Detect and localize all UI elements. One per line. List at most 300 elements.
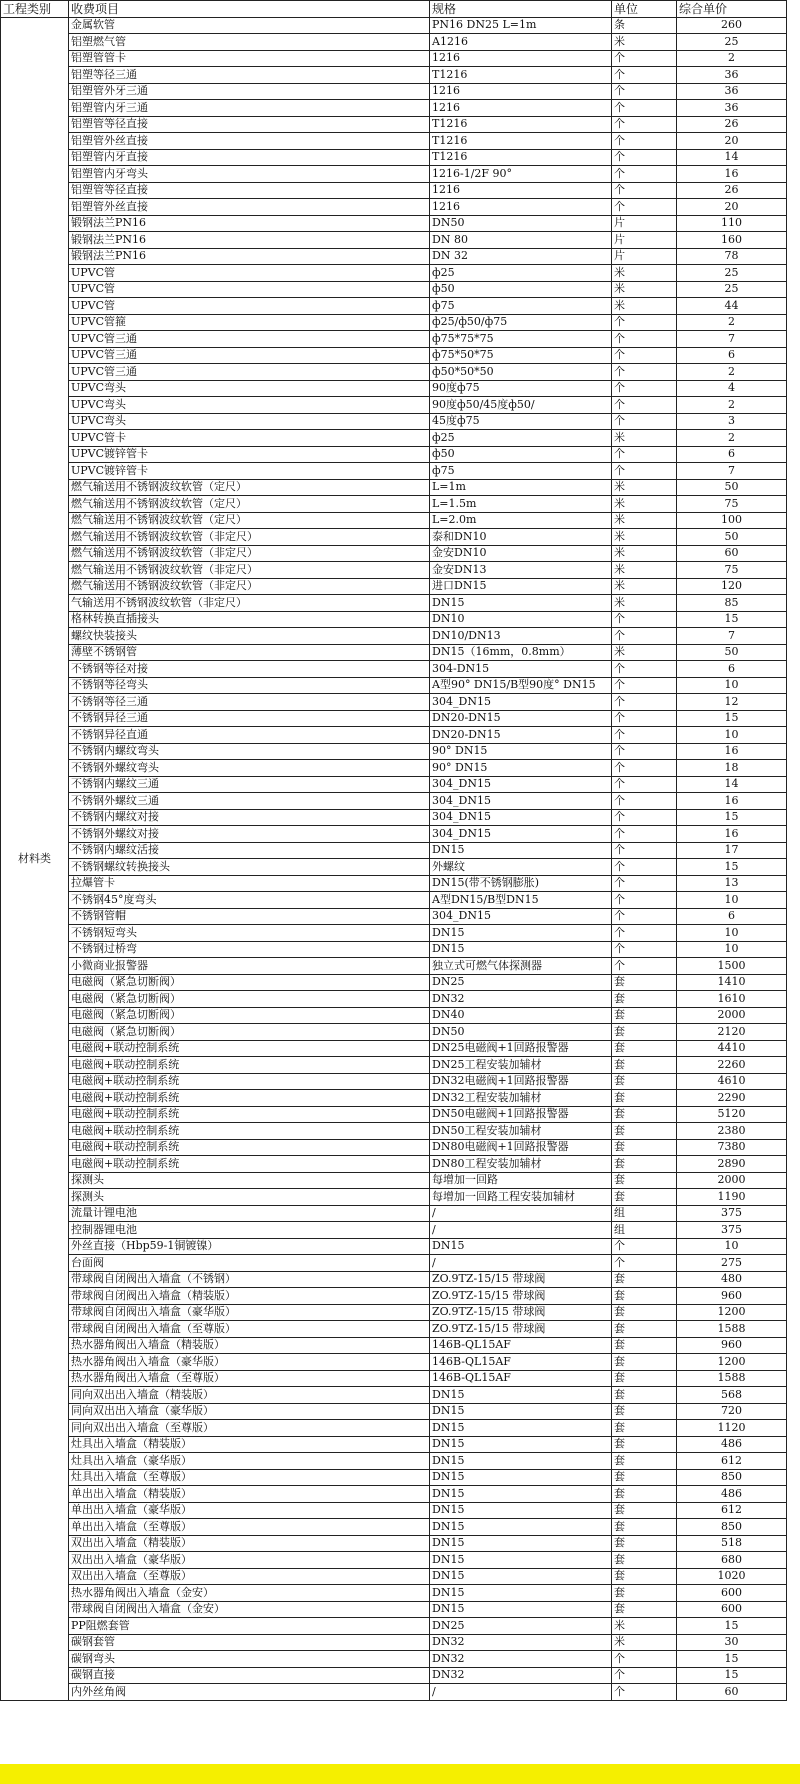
spec-cell: 泰和DN10 <box>430 529 612 546</box>
unit-cell: 米 <box>612 529 677 546</box>
price-cell: 60 <box>677 1684 787 1701</box>
item-cell: 台面阀 <box>69 1255 430 1272</box>
spec-cell: ф25 <box>430 265 612 282</box>
spec-cell: / <box>430 1684 612 1701</box>
unit-cell: 套 <box>612 1568 677 1585</box>
spec-cell: T1216 <box>430 116 612 133</box>
price-cell: 568 <box>677 1387 787 1404</box>
table-row <box>1 842 787 859</box>
item-cell: 碳钢弯头 <box>69 1651 430 1668</box>
item-cell: UPVC弯头 <box>69 413 430 430</box>
item-cell: UPVC镀锌管卡 <box>69 446 430 463</box>
item-cell: UPVC弯头 <box>69 397 430 414</box>
item-cell: 探测头 <box>69 1172 430 1189</box>
unit-cell: 米 <box>612 496 677 513</box>
table-row <box>1 1436 787 1453</box>
item-cell: 电磁阀+联动控制系统 <box>69 1123 430 1140</box>
price-cell: 1588 <box>677 1321 787 1338</box>
table-row <box>1 1469 787 1486</box>
unit-cell: 组 <box>612 1205 677 1222</box>
price-cell: 6 <box>677 908 787 925</box>
spec-cell: DN15 <box>430 1238 612 1255</box>
spec-cell: ф25/ф50/ф75 <box>430 314 612 331</box>
unit-cell: 套 <box>612 1585 677 1602</box>
table-row <box>1 1519 787 1536</box>
item-cell: 铝塑等径三通 <box>69 67 430 84</box>
spec-cell: DN15 <box>430 1601 612 1618</box>
price-cell: 15 <box>677 1651 787 1668</box>
item-cell: 同向双出出入墙盒（精装版） <box>69 1387 430 1404</box>
unit-cell: 个 <box>612 908 677 925</box>
spec-cell: DN15 <box>430 1519 612 1536</box>
unit-cell: 个 <box>612 199 677 216</box>
spec-cell: / <box>430 1205 612 1222</box>
price-cell: 160 <box>677 232 787 249</box>
spec-cell: 146B-QL15AF <box>430 1337 612 1354</box>
item-cell: 不锈钢外螺纹弯头 <box>69 760 430 777</box>
unit-cell: 个 <box>612 710 677 727</box>
item-cell: 燃气输送用不锈钢波纹软管（非定尺） <box>69 578 430 595</box>
price-cell: 960 <box>677 1337 787 1354</box>
unit-cell: 个 <box>612 1651 677 1668</box>
price-cell: 50 <box>677 479 787 496</box>
item-cell: 不锈钢外螺纹三通 <box>69 793 430 810</box>
price-cell: 518 <box>677 1535 787 1552</box>
price-cell: 20 <box>677 199 787 216</box>
table-row <box>1 826 787 843</box>
item-cell: UPVC管三通 <box>69 364 430 381</box>
table-row <box>1 265 787 282</box>
spec-cell: DN15 <box>430 925 612 942</box>
item-cell: 铝塑管管卡 <box>69 50 430 67</box>
unit-cell: 个 <box>612 925 677 942</box>
unit-cell: 个 <box>612 50 677 67</box>
price-cell: 10 <box>677 892 787 909</box>
table-row <box>1 1618 787 1635</box>
price-cell: 720 <box>677 1403 787 1420</box>
spec-cell: DN50工程安装加辅材 <box>430 1123 612 1140</box>
price-cell: 1588 <box>677 1370 787 1387</box>
unit-cell: 米 <box>612 595 677 612</box>
table-row <box>1 1634 787 1651</box>
table-row <box>1 1403 787 1420</box>
table-row <box>1 578 787 595</box>
item-cell: 铝塑管内牙直接 <box>69 149 430 166</box>
table-row <box>1 331 787 348</box>
item-cell: 不锈钢内螺纹对接 <box>69 809 430 826</box>
unit-cell: 个 <box>612 875 677 892</box>
table-row <box>1 1502 787 1519</box>
unit-cell: 个 <box>612 1255 677 1272</box>
unit-cell: 个 <box>612 67 677 84</box>
price-cell: 100 <box>677 512 787 529</box>
spec-cell: 90度ф75 <box>430 380 612 397</box>
item-cell: 同向双出出入墙盒（至尊版） <box>69 1420 430 1437</box>
table-row <box>1 958 787 975</box>
unit-cell: 套 <box>612 1453 677 1470</box>
unit-cell: 个 <box>612 83 677 100</box>
unit-cell: 米 <box>612 265 677 282</box>
table-row <box>1 1354 787 1371</box>
table-row <box>1 1040 787 1057</box>
unit-cell: 套 <box>612 1156 677 1173</box>
item-cell: 电磁阀+联动控制系统 <box>69 1040 430 1057</box>
unit-cell: 套 <box>612 1024 677 1041</box>
item-cell: PP阻燃套管 <box>69 1618 430 1635</box>
item-cell: 带球阀自闭阀出入墙盒（不锈钢） <box>69 1271 430 1288</box>
item-cell: 锻钢法兰PN16 <box>69 215 430 232</box>
item-cell: 灶具出入墙盒（精装版） <box>69 1436 430 1453</box>
unit-cell: 片 <box>612 215 677 232</box>
price-cell: 25 <box>677 281 787 298</box>
unit-cell: 个 <box>612 743 677 760</box>
price-cell: 1500 <box>677 958 787 975</box>
price-cell: 1610 <box>677 991 787 1008</box>
item-cell: 燃气输送用不锈钢波纹软管（非定尺） <box>69 562 430 579</box>
table-row <box>1 809 787 826</box>
price-cell: 1020 <box>677 1568 787 1585</box>
table-row <box>1 1304 787 1321</box>
spec-cell: ф75 <box>430 463 612 480</box>
price-cell: 7 <box>677 628 787 645</box>
table-row <box>1 1651 787 1668</box>
table-row <box>1 1552 787 1569</box>
unit-cell: 套 <box>612 1370 677 1387</box>
table-row <box>1 1238 787 1255</box>
unit-cell: 个 <box>612 727 677 744</box>
spec-cell: DN32工程安装加辅材 <box>430 1090 612 1107</box>
unit-cell: 套 <box>612 1469 677 1486</box>
unit-cell: 套 <box>612 1090 677 1107</box>
item-cell: 电磁阀（紧急切断阀） <box>69 991 430 1008</box>
table-row <box>1 628 787 645</box>
table-row <box>1 1139 787 1156</box>
table-row <box>1 248 787 265</box>
spec-cell: DN15 <box>430 1552 612 1569</box>
spec-cell: 1216 <box>430 83 612 100</box>
table-row <box>1 347 787 364</box>
unit-cell: 套 <box>612 1123 677 1140</box>
table-row <box>1 397 787 414</box>
spec-cell: PN16 DN25 L=1m <box>430 17 612 34</box>
unit-cell: 个 <box>612 958 677 975</box>
spec-cell: DN80工程安装加辅材 <box>430 1156 612 1173</box>
unit-cell: 个 <box>612 133 677 150</box>
item-cell: 电磁阀（紧急切断阀） <box>69 1024 430 1041</box>
unit-cell: 套 <box>612 1172 677 1189</box>
price-cell: 3 <box>677 413 787 430</box>
spec-cell: L=1m <box>430 479 612 496</box>
spec-cell: DN32 <box>430 1634 612 1651</box>
unit-cell: 个 <box>612 809 677 826</box>
item-cell: 电磁阀+联动控制系统 <box>69 1057 430 1074</box>
table-row <box>1 67 787 84</box>
spec-cell: 1216 <box>430 50 612 67</box>
table-row <box>1 1172 787 1189</box>
header-price: 综合单价 <box>677 1 787 18</box>
table-row <box>1 1106 787 1123</box>
spec-cell: ф75 <box>430 298 612 315</box>
unit-cell: 个 <box>612 760 677 777</box>
item-cell: 热水器角阀出入墙盒（豪华版） <box>69 1354 430 1371</box>
item-cell: 金属软管 <box>69 17 430 34</box>
unit-cell: 套 <box>612 1106 677 1123</box>
table-row <box>1 1222 787 1239</box>
table-row <box>1 232 787 249</box>
item-cell: 热水器角阀出入墙盒（金安） <box>69 1585 430 1602</box>
table-row <box>1 710 787 727</box>
item-cell: UPVC镀锌管卡 <box>69 463 430 480</box>
unit-cell: 套 <box>612 1040 677 1057</box>
price-cell: 600 <box>677 1585 787 1602</box>
price-cell: 36 <box>677 83 787 100</box>
spec-cell: DN15 <box>430 1387 612 1404</box>
item-cell: 不锈钢过桥弯 <box>69 941 430 958</box>
table-row <box>1 1156 787 1173</box>
unit-cell: 米 <box>612 1634 677 1651</box>
item-cell: 铝塑管内牙三通 <box>69 100 430 117</box>
unit-cell: 套 <box>612 1519 677 1536</box>
price-cell: 486 <box>677 1486 787 1503</box>
price-cell: 2260 <box>677 1057 787 1074</box>
table-row <box>1 1288 787 1305</box>
spec-cell: T1216 <box>430 149 612 166</box>
item-cell: 螺纹快装接头 <box>69 628 430 645</box>
spec-cell: DN15 <box>430 842 612 859</box>
item-cell: 单出出入墙盒（精装版） <box>69 1486 430 1503</box>
unit-cell: 米 <box>612 644 677 661</box>
table-row <box>1 661 787 678</box>
price-cell: 75 <box>677 562 787 579</box>
price-cell: 16 <box>677 793 787 810</box>
unit-cell: 套 <box>612 1436 677 1453</box>
table-row <box>1 1585 787 1602</box>
table-row <box>1 116 787 133</box>
unit-cell: 米 <box>612 34 677 51</box>
table-row <box>1 1007 787 1024</box>
table-row <box>1 908 787 925</box>
table-row <box>1 1420 787 1437</box>
price-cell: 6 <box>677 347 787 364</box>
item-cell: 小微商业报警器 <box>69 958 430 975</box>
table-row <box>1 1123 787 1140</box>
price-cell: 4410 <box>677 1040 787 1057</box>
price-cell: 26 <box>677 182 787 199</box>
table-row <box>1 50 787 67</box>
table-row <box>1 529 787 546</box>
price-cell: 2 <box>677 364 787 381</box>
unit-cell: 个 <box>612 100 677 117</box>
unit-cell: 套 <box>612 1486 677 1503</box>
spec-cell: T1216 <box>430 67 612 84</box>
price-cell: 17 <box>677 842 787 859</box>
price-cell: 25 <box>677 34 787 51</box>
spec-cell: DN50 <box>430 1024 612 1041</box>
price-cell: 6 <box>677 446 787 463</box>
item-cell: 锻钢法兰PN16 <box>69 248 430 265</box>
header-spec: 规格 <box>430 1 612 18</box>
spec-cell: 45度ф75 <box>430 413 612 430</box>
price-cell: 2 <box>677 430 787 447</box>
spec-cell: / <box>430 1255 612 1272</box>
item-cell: 铝塑管等径直接 <box>69 182 430 199</box>
price-cell: 36 <box>677 100 787 117</box>
item-cell: UPVC管三通 <box>69 347 430 364</box>
spec-cell: DN15 <box>430 595 612 612</box>
unit-cell: 套 <box>612 1535 677 1552</box>
price-cell: 6 <box>677 661 787 678</box>
item-cell: 锻钢法兰PN16 <box>69 232 430 249</box>
table-row <box>1 149 787 166</box>
item-cell: 带球阀自闭阀出入墙盒（豪华版） <box>69 1304 430 1321</box>
spec-cell: DN32 <box>430 991 612 1008</box>
price-cell: 50 <box>677 644 787 661</box>
item-cell: 不锈钢等径三通 <box>69 694 430 711</box>
price-cell: 16 <box>677 826 787 843</box>
item-cell: 热水器角阀出入墙盒（精装版） <box>69 1337 430 1354</box>
table-row <box>1 314 787 331</box>
unit-cell: 套 <box>612 1073 677 1090</box>
item-cell: 不锈钢异径直通 <box>69 727 430 744</box>
price-cell: 1200 <box>677 1304 787 1321</box>
spec-cell: 金安DN10 <box>430 545 612 562</box>
item-cell: 不锈钢内螺纹三通 <box>69 776 430 793</box>
price-cell: 60 <box>677 545 787 562</box>
spec-cell: 每增加一回路工程安装加辅材 <box>430 1189 612 1206</box>
item-cell: 拉爆管卡 <box>69 875 430 892</box>
spec-cell: DN15 <box>430 1585 612 1602</box>
spec-cell: DN15（16mm，0.8mm） <box>430 644 612 661</box>
spec-cell: DN 80 <box>430 232 612 249</box>
price-cell: 10 <box>677 677 787 694</box>
unit-cell: 套 <box>612 1552 677 1569</box>
table-row <box>1 677 787 694</box>
table-row <box>1 199 787 216</box>
table-row <box>1 430 787 447</box>
unit-cell: 套 <box>612 1007 677 1024</box>
spec-cell: A1216 <box>430 34 612 51</box>
spec-cell: DN15 <box>430 1568 612 1585</box>
unit-cell: 套 <box>612 1057 677 1074</box>
price-cell: 375 <box>677 1222 787 1239</box>
header-unit: 单位 <box>612 1 677 18</box>
unit-cell: 个 <box>612 793 677 810</box>
price-cell: 10 <box>677 727 787 744</box>
item-cell: 双出出入墙盒（至尊版） <box>69 1568 430 1585</box>
spec-cell: 304_DN15 <box>430 776 612 793</box>
item-cell: 格林转换直插接头 <box>69 611 430 628</box>
spec-cell: DN25电磁阀+1回路报警器 <box>430 1040 612 1057</box>
table-row <box>1 1255 787 1272</box>
item-cell: 灶具出入墙盒（豪华版） <box>69 1453 430 1470</box>
spec-cell: A型90° DN15/B型90度° DN15 <box>430 677 612 694</box>
unit-cell: 个 <box>612 892 677 909</box>
header-item: 收费项目 <box>69 1 430 18</box>
price-cell: 16 <box>677 743 787 760</box>
unit-cell: 个 <box>612 463 677 480</box>
spec-cell: ZO.9TZ-15/15 带球阀 <box>430 1304 612 1321</box>
price-cell: 1120 <box>677 1420 787 1437</box>
unit-cell: 米 <box>612 281 677 298</box>
item-cell: 同向双出出入墙盒（豪华版） <box>69 1403 430 1420</box>
item-cell: UPVC管箍 <box>69 314 430 331</box>
spec-cell: ZO.9TZ-15/15 带球阀 <box>430 1288 612 1305</box>
unit-cell: 个 <box>612 1238 677 1255</box>
price-cell: 13 <box>677 875 787 892</box>
price-cell: 4610 <box>677 1073 787 1090</box>
table-row <box>1 1453 787 1470</box>
spec-cell: 1216-1/2F 90° <box>430 166 612 183</box>
table-row <box>1 1057 787 1074</box>
item-cell: 燃气输送用不锈钢波纹软管（非定尺） <box>69 529 430 546</box>
table-row <box>1 562 787 579</box>
spec-cell: DN10 <box>430 611 612 628</box>
price-cell: 120 <box>677 578 787 595</box>
unit-cell: 个 <box>612 677 677 694</box>
price-cell: 2120 <box>677 1024 787 1041</box>
spec-cell: DN80电磁阀+1回路报警器 <box>430 1139 612 1156</box>
table-row <box>1 941 787 958</box>
spec-cell: DN20-DN15 <box>430 727 612 744</box>
item-cell: 灶具出入墙盒（至尊版） <box>69 1469 430 1486</box>
unit-cell: 米 <box>612 430 677 447</box>
category-cell: 材料类 <box>1 17 69 1700</box>
item-cell: 电磁阀（紧急切断阀） <box>69 974 430 991</box>
table-row <box>1 1387 787 1404</box>
unit-cell: 米 <box>612 479 677 496</box>
unit-cell: 个 <box>612 694 677 711</box>
item-cell: 电磁阀+联动控制系统 <box>69 1090 430 1107</box>
table-row <box>1 611 787 628</box>
table-row <box>1 298 787 315</box>
price-cell: 260 <box>677 17 787 34</box>
table-row <box>1 1370 787 1387</box>
unit-cell: 套 <box>612 1403 677 1420</box>
table-row <box>1 1601 787 1618</box>
item-cell: 单出出入墙盒（至尊版） <box>69 1519 430 1536</box>
spec-cell: ф75*50*75 <box>430 347 612 364</box>
spec-cell: DN50电磁阀+1回路报警器 <box>430 1106 612 1123</box>
table-row <box>1 17 787 34</box>
unit-cell: 米 <box>612 512 677 529</box>
price-cell: 12 <box>677 694 787 711</box>
item-cell: UPVC管 <box>69 298 430 315</box>
table-row <box>1 1486 787 1503</box>
item-cell: 控制器锂电池 <box>69 1222 430 1239</box>
spec-cell: 金安DN13 <box>430 562 612 579</box>
spec-cell: 外螺纹 <box>430 859 612 876</box>
bottom-highlight-band <box>0 1764 800 1784</box>
table-row <box>1 776 787 793</box>
unit-cell: 个 <box>612 347 677 364</box>
table-row <box>1 793 787 810</box>
price-cell: 612 <box>677 1502 787 1519</box>
item-cell: 探测头 <box>69 1189 430 1206</box>
spec-cell: 304_DN15 <box>430 826 612 843</box>
price-cell: 2290 <box>677 1090 787 1107</box>
spec-cell: 90° DN15 <box>430 760 612 777</box>
table-row <box>1 1205 787 1222</box>
unit-cell: 套 <box>612 1601 677 1618</box>
unit-cell: 个 <box>612 413 677 430</box>
spec-cell: 304-DN15 <box>430 661 612 678</box>
price-cell: 15 <box>677 611 787 628</box>
item-cell: 电磁阀+联动控制系统 <box>69 1156 430 1173</box>
item-cell: 单出出入墙盒（豪华版） <box>69 1502 430 1519</box>
unit-cell: 个 <box>612 149 677 166</box>
spec-cell: DN32 <box>430 1651 612 1668</box>
price-cell: 50 <box>677 529 787 546</box>
